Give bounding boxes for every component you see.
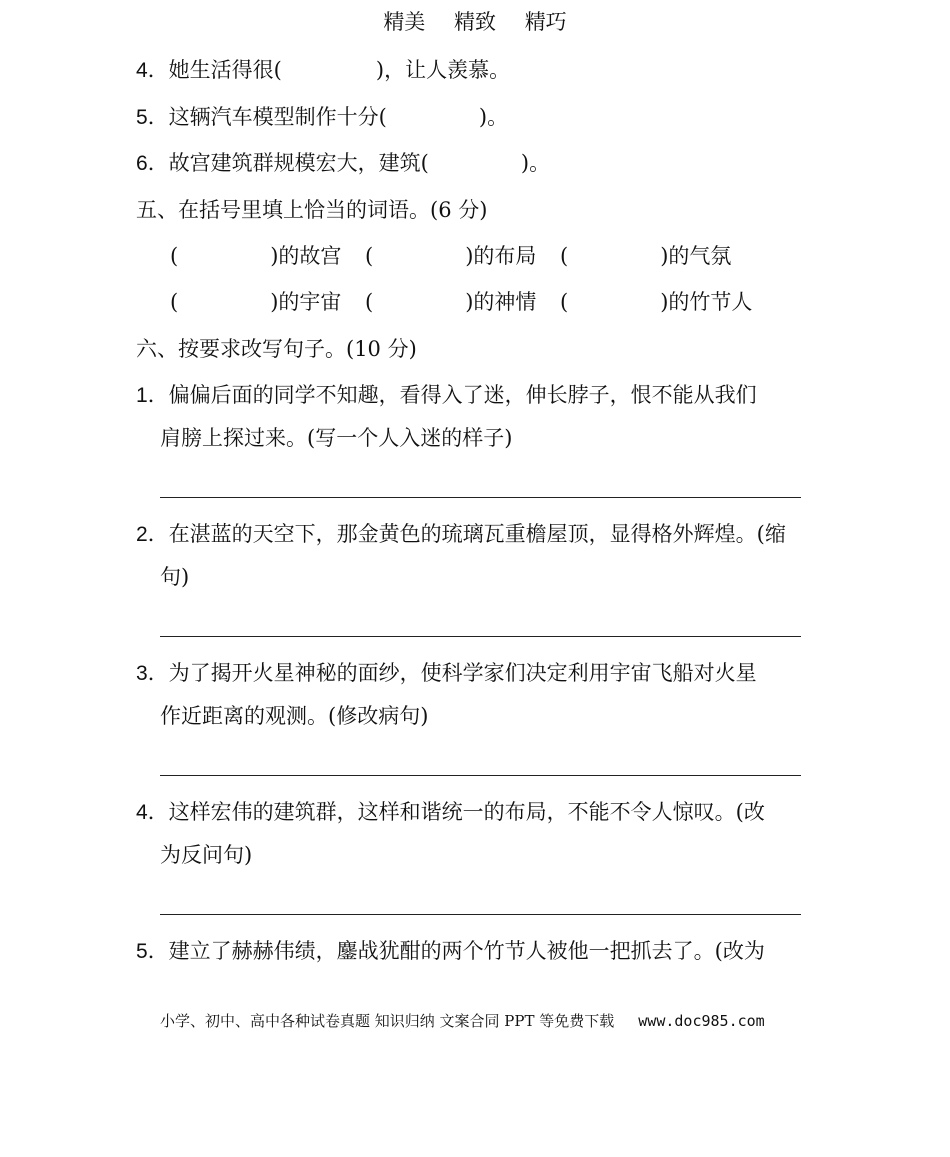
rewrite-item-4 <box>136 796 765 826</box>
item-text-cont: 为反问句) <box>160 843 253 867</box>
rewrite-item-1 <box>136 379 757 409</box>
word-blank-5: ( )的神情 <box>365 290 537 314</box>
header-item: 精致 <box>454 10 496 34</box>
word-blank-1: ( )的故宫 <box>170 244 342 268</box>
item-text: ．她生活得很( <box>147 58 282 82</box>
word-label: 的气氛 <box>668 244 732 268</box>
item-text-cont: 作近距离的观测。(修改病句) <box>160 704 429 728</box>
item-number: 4 <box>136 59 148 82</box>
word-label: 的故宫 <box>278 244 342 268</box>
item-number: 2 <box>136 523 148 546</box>
word-label: 的布局 <box>473 244 537 268</box>
answer-line[interactable] <box>160 636 801 637</box>
word-blank-6: ( )的竹节人 <box>560 290 753 314</box>
item-text: )。 <box>478 105 509 129</box>
item-number: 5 <box>136 106 148 129</box>
word-blank-2: ( )的布局 <box>365 244 537 268</box>
answer-line[interactable] <box>160 497 801 498</box>
rewrite-item-2 <box>136 518 786 548</box>
footer-text: 小学、初中、高中各种试卷真题 知识归纳 文案合同 PPT 等免费下载 <box>160 1012 615 1030</box>
answer-line[interactable] <box>160 775 801 776</box>
item-number: 6 <box>136 152 148 175</box>
header-item: 精美 <box>383 10 426 34</box>
footer-url[interactable]: www.doc985.com <box>638 1012 765 1030</box>
item-text: ．偏偏后面的同学不知趣，看得入了迷，伸长脖子，恨不能从我们 <box>147 383 757 407</box>
word-label: 的神情 <box>473 290 537 314</box>
fill-item-5 <box>136 101 508 131</box>
section-5-title: 五、在括号里填上恰当的词语。(6 分) <box>136 198 488 222</box>
item-text: ．建立了赫赫伟绩，鏖战犹酣的两个竹节人被他一把抓去了。(改为 <box>147 939 765 963</box>
page-footer <box>160 1010 765 1031</box>
item-number: 5 <box>136 940 148 963</box>
item-number: 1 <box>136 384 148 407</box>
item-text: )。 <box>520 151 551 175</box>
word-label: 的宇宙 <box>278 290 342 314</box>
item-text-cont: 句) <box>160 565 190 589</box>
page-header <box>0 6 950 36</box>
item-text: ．这辆汽车模型制作十分( <box>147 105 387 129</box>
rewrite-item-3 <box>136 657 757 687</box>
item-text: )，让人羡慕。 <box>375 58 511 82</box>
item-text-cont: 肩膀上探过来。(写一个人入迷的样子) <box>160 426 513 450</box>
fill-item-6 <box>136 147 550 177</box>
item-text: ．为了揭开火星神秘的面纱，使科学家们决定利用宇宙飞船对火星 <box>147 661 757 685</box>
item-number: 4 <box>136 801 148 824</box>
fill-item-4 <box>136 54 510 84</box>
section-6-title: 六、按要求改写句子。(10 分) <box>136 337 417 361</box>
rewrite-item-5 <box>136 935 765 965</box>
word-blank-4: ( )的宇宙 <box>170 290 342 314</box>
answer-line[interactable] <box>160 914 801 915</box>
item-text: ．故宫建筑群规模宏大，建筑( <box>147 151 429 175</box>
item-text: ．在湛蓝的天空下，那金黄色的琉璃瓦重檐屋顶，显得格外辉煌。(缩 <box>147 522 786 546</box>
item-number: 3 <box>136 662 148 685</box>
header-item: 精巧 <box>524 10 567 34</box>
word-blank-3: ( )的气氛 <box>560 244 732 268</box>
item-text: ．这样宏伟的建筑群，这样和谐统一的布局，不能不令人惊叹。(改 <box>147 800 765 824</box>
word-label: 的竹节人 <box>668 290 753 314</box>
